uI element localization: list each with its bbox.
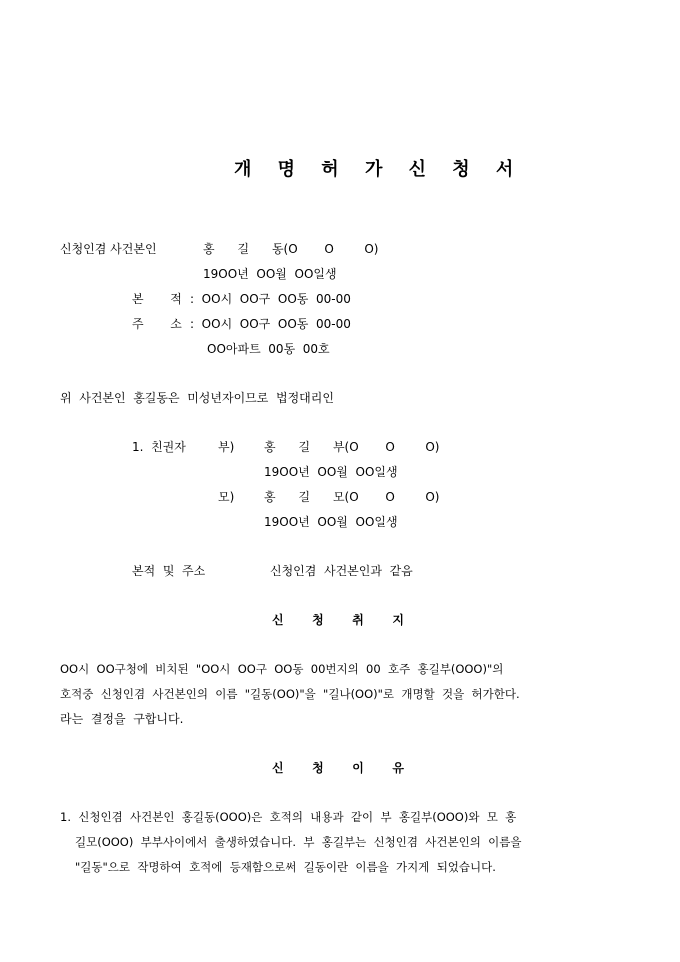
father-name: 홍 길 부(O O O) xyxy=(264,440,440,454)
applicant-birth: 19OO년 OO월 OO일생 xyxy=(203,267,337,281)
reason-line: "길동"으로 작명하여 호적에 등재함으로써 길동이란 이름을 가지게 되었습니다. xyxy=(75,860,496,874)
guardian-heading: 1. 친권자 xyxy=(132,440,186,454)
mother-label: 모) xyxy=(218,490,235,504)
purpose-heading: 신 청 취 지 xyxy=(272,613,408,627)
purpose-line: OO시 OO구청에 비치된 "OO시 OO구 OO동 00번지의 00 호주 홍길부(OOO)"의 xyxy=(60,662,504,676)
reason-line: 길모(OOO) 부부사이에서 출생하였습니다. 부 홍길부는 신청인겸 사건본인의 이름을 xyxy=(75,835,522,849)
mother-name: 홍 길 모(O O O) xyxy=(264,490,440,504)
mother-birth: 19OO년 OO월 OO일생 xyxy=(264,515,398,529)
statement-line: 위 사건본인 홍길동은 미성년자이므로 법정대리인 xyxy=(60,391,334,405)
address-value: : OO시 OO구 OO동 00-00 xyxy=(190,317,351,331)
reason-heading: 신 청 이 유 xyxy=(272,761,408,775)
domicile-label: 본 적 xyxy=(132,292,182,306)
purpose-line: 호적중 신청인겸 사건본인의 이름 "길동(OO)"을 "길나(OO)"로 개명할 것을 허가한다. xyxy=(60,687,520,701)
document-title: 개 명 허 가 신 청 서 xyxy=(234,159,524,180)
same-address-label: 본적 및 주소 xyxy=(132,564,206,578)
address-label: 주 소 xyxy=(132,317,182,331)
same-address-value: 신청인겸 사건본인과 같음 xyxy=(270,564,413,578)
father-birth: 19OO년 OO월 OO일생 xyxy=(264,465,398,479)
purpose-line: 라는 결정을 구합니다. xyxy=(60,712,184,726)
address-line2: OO아파트 00동 00호 xyxy=(207,342,330,356)
applicant-name: 홍 길 동(O O O) xyxy=(203,242,379,256)
applicant-label: 신청인겸 사건본인 xyxy=(60,242,157,256)
reason-line: 1. 신청인겸 사건본인 홍길동(OOO)은 호적의 내용과 같이 부 홍길부(OOO)와 모 홍 xyxy=(60,810,517,824)
father-label: 부) xyxy=(218,440,235,454)
domicile-value: : OO시 OO구 OO동 00-00 xyxy=(190,292,351,306)
